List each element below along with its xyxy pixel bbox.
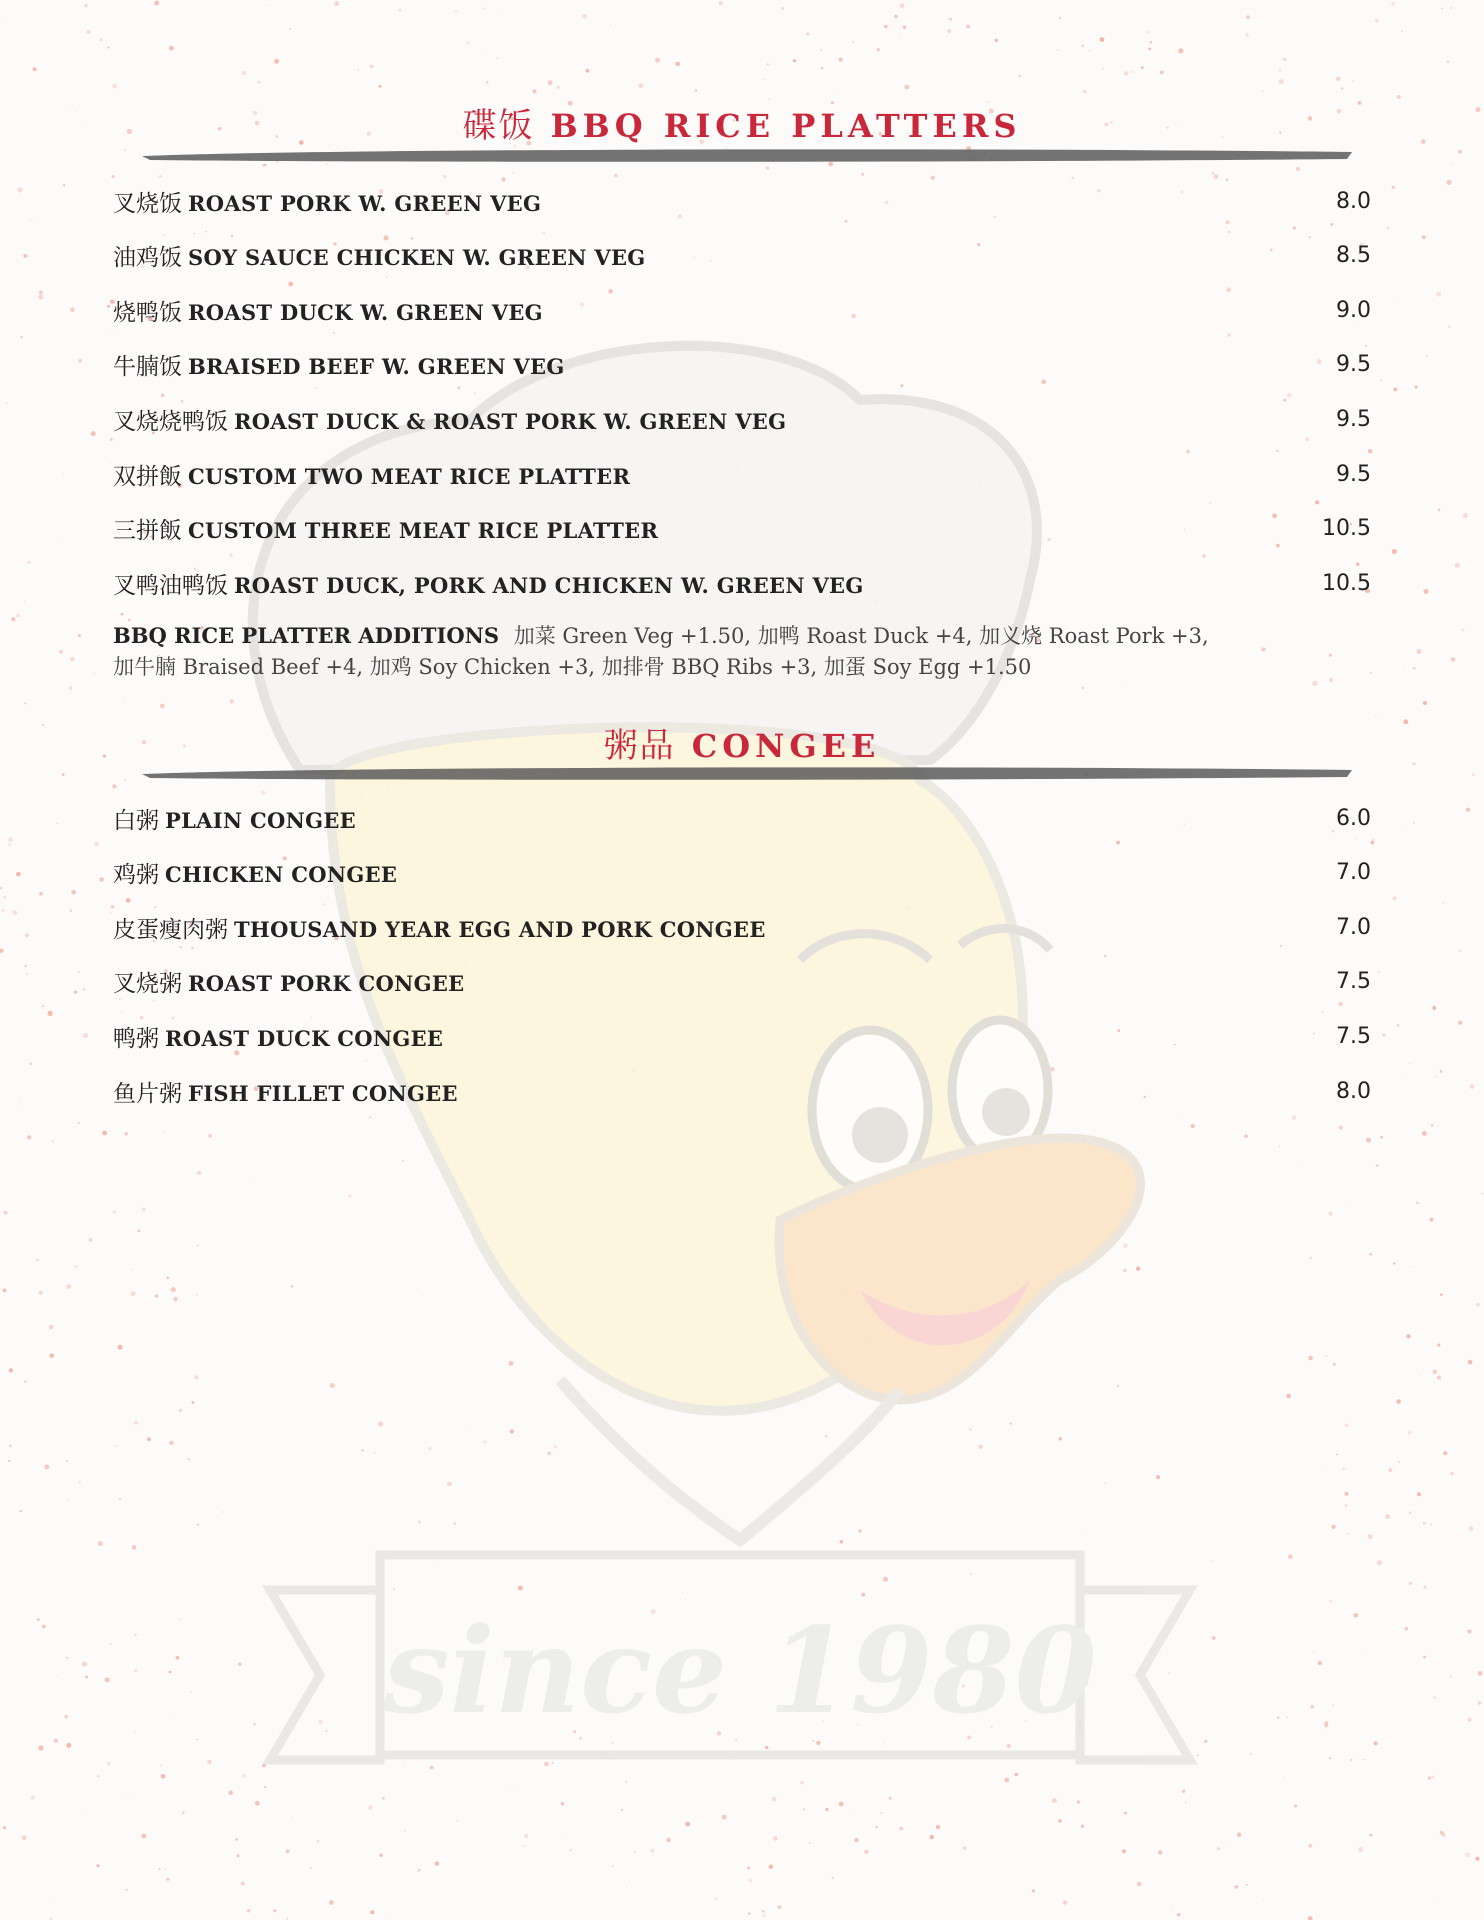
menu-item-price: 7.0 xyxy=(1336,860,1371,886)
menu-item-name xyxy=(113,185,541,218)
menu-item-name-zh: 双拼飯 xyxy=(113,463,182,490)
menu-item xyxy=(113,292,1371,328)
menu-item-price: 7.0 xyxy=(1336,914,1371,940)
menu-item-name-zh: 鱼片粥 xyxy=(113,1080,182,1107)
menu-item-name xyxy=(113,348,565,381)
menu-item-price: 9.5 xyxy=(1336,352,1371,378)
menu-item-price: 7.5 xyxy=(1336,1023,1371,1049)
menu-item-name-zh: 叉烧粥 xyxy=(113,971,182,998)
menu-item-name-en: ROAST DUCK & ROAST PORK W. GREEN VEG xyxy=(234,408,787,434)
menu-item-name-en: CUSTOM THREE MEAT RICE PLATTER xyxy=(188,518,659,544)
menu-item-name-zh: 鸡粥 xyxy=(113,862,159,889)
menu-item-name-en: CUSTOM TWO MEAT RICE PLATTER xyxy=(188,463,631,489)
menu-item-name-en: ROAST PORK W. GREEN VEG xyxy=(188,190,542,216)
section-title-en: BBQ RICE PLATTERS xyxy=(550,107,1022,145)
menu-item-name xyxy=(113,403,786,436)
menu-item-price: 8.0 xyxy=(1336,188,1371,214)
menu-item-price: 6.0 xyxy=(1336,805,1371,831)
menu-item-name-zh: 鸭粥 xyxy=(113,1025,159,1052)
menu-item xyxy=(113,800,1371,836)
menu-item xyxy=(113,909,1371,945)
menu-item-name-en: CHICKEN CONGEE xyxy=(165,862,398,888)
menu-item-name-zh: 皮蛋瘦肉粥 xyxy=(113,916,228,943)
menu-item xyxy=(113,1018,1371,1054)
menu-item-name-en: BRAISED BEEF W. GREEN VEG xyxy=(188,354,565,380)
menu-item-name xyxy=(113,458,630,491)
menu-item xyxy=(113,456,1371,492)
menu-item-price: 10.5 xyxy=(1322,570,1371,596)
menu-item xyxy=(113,565,1371,601)
section-title-en: CONGEE xyxy=(691,727,881,765)
menu-item-name xyxy=(113,239,646,272)
section-title-zh: 碟饭 xyxy=(462,106,535,146)
menu-item-name xyxy=(113,294,543,327)
menu-item-price: 9.0 xyxy=(1336,297,1371,323)
menu-item xyxy=(113,238,1371,274)
menu-item-name xyxy=(113,1020,443,1053)
additions-line-1: 加菜 Green Veg +1.50, 加鸭 Roast Duck +4, 加义烧 Roast Pork +3, xyxy=(513,624,1209,648)
menu-item-name xyxy=(113,802,356,835)
menu-item-name xyxy=(113,856,397,889)
menu-item-name-zh: 叉烧饭 xyxy=(113,190,182,217)
menu-item xyxy=(113,964,1371,1000)
menu-item-price: 8.5 xyxy=(1336,243,1371,269)
menu-item-price: 7.5 xyxy=(1336,969,1371,995)
menu-item xyxy=(113,511,1371,547)
menu-item-name-en: THOUSAND YEAR EGG AND PORK CONGEE xyxy=(234,916,766,942)
menu-item xyxy=(113,855,1371,891)
menu-item-name-zh: 烧鸭饭 xyxy=(113,299,182,326)
menu-item-price: 8.0 xyxy=(1336,1078,1371,1104)
menu-item-name xyxy=(113,1075,458,1108)
banner-text: since 1980 xyxy=(383,1601,1097,1740)
menu-item xyxy=(113,183,1371,219)
menu-item-name xyxy=(113,567,864,600)
menu-item-name xyxy=(113,965,465,998)
menu-item-name-en: ROAST PORK CONGEE xyxy=(188,971,465,997)
menu-item-price: 10.5 xyxy=(1322,516,1371,542)
menu-item xyxy=(113,347,1371,383)
menu-item-name-en: PLAIN CONGEE xyxy=(165,807,356,833)
additions-line-2: 加牛腩 Braised Beef +4, 加鸡 Soy Chicken +3, 加排骨 BBQ Ribs +3, 加蛋 Soy Egg +1.50 xyxy=(113,655,1032,679)
menu-item-name-zh: 油鸡饭 xyxy=(113,245,182,272)
menu-item-name-zh: 白粥 xyxy=(113,807,159,834)
menu-item-name-zh: 叉鸭油鸭饭 xyxy=(113,572,228,599)
menu-item-name-en: SOY SAUCE CHICKEN W. GREEN VEG xyxy=(188,245,646,271)
section-title-rice-platters xyxy=(0,98,1484,147)
menu-item-name-zh: 三拼飯 xyxy=(113,518,182,545)
menu-item-name xyxy=(113,512,658,545)
menu-item xyxy=(113,401,1371,437)
menu-item-name-zh: 牛腩饭 xyxy=(113,354,182,381)
menu-item-name-en: ROAST DUCK CONGEE xyxy=(165,1025,444,1051)
additions-label: BBQ RICE PLATTER ADDITIONS xyxy=(113,623,500,648)
menu-item-price: 9.5 xyxy=(1336,406,1371,432)
section-title-congee xyxy=(0,718,1484,767)
menu-item-price: 9.5 xyxy=(1336,461,1371,487)
menu-item-name-en: ROAST DUCK W. GREEN VEG xyxy=(188,299,543,325)
menu-item-name xyxy=(113,911,766,944)
menu-item-name-en: ROAST DUCK, PORK AND CHICKEN W. GREEN VEG xyxy=(234,572,864,598)
section-title-zh: 粥品 xyxy=(603,726,676,766)
menu-item-name-en: FISH FILLET CONGEE xyxy=(188,1080,458,1106)
menu-item xyxy=(113,1073,1371,1109)
rice-platter-additions xyxy=(113,620,1383,683)
menu-item-name-zh: 叉烧烧鸭饭 xyxy=(113,408,228,435)
brush-stroke-divider xyxy=(142,146,1352,164)
brush-stroke-divider xyxy=(142,764,1352,782)
